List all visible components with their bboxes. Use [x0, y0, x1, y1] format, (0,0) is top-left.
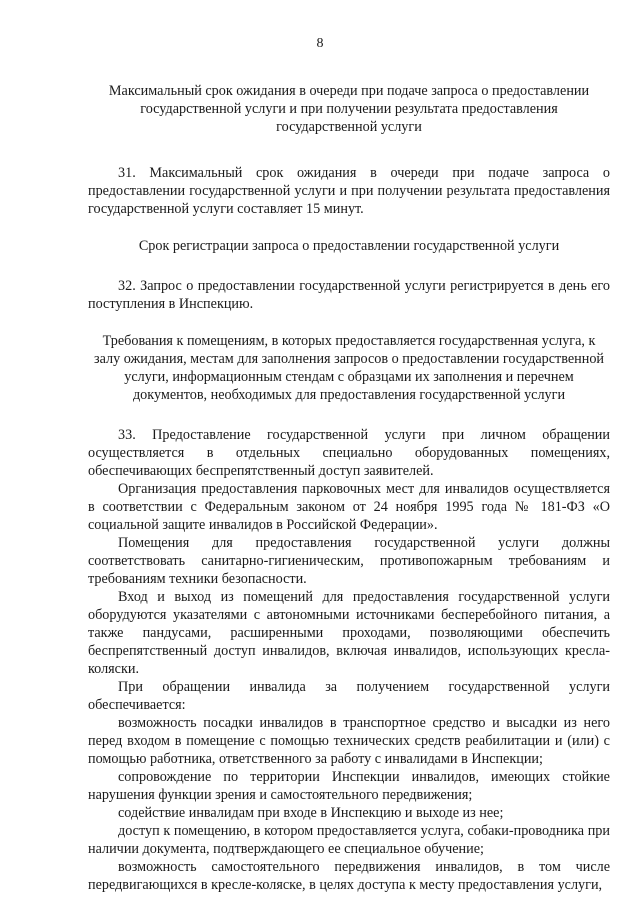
document-body	[88, 82, 610, 894]
list-item-escort: сопровождение по территории Инспекции инвалидов, имеющих стойкие нарушения функции зрения и самостоятельного передвижения;	[88, 769, 610, 803]
paragraph-31: 31. Максимальный срок ожидания в очереди при подаче запроса о предоставлении государственной услуги и при получении результата предоставления государственной услуги составляет 15 минут.	[88, 165, 610, 217]
list-item-assistance: содействие инвалидам при входе в Инспекцию и выходе из нее;	[118, 805, 504, 821]
paragraph-premises-requirements: Помещения для предоставления государственной услуги должны соответствовать санитарно-гигиеническим, противопожарным требованиям и требованиям техники безопасности.	[88, 535, 610, 587]
section-heading-premises: Требования к помещениям, в которых предоставляется государственная услуга, к залу ожидания, местам для заполнения запросов о предоставлении государственной услуги, информационным стендам с образцами их заполнения и перечнем документов, необходимых для предоставления государственной услуги	[93, 333, 604, 403]
list-item-guide-dog: доступ к помещению, в котором предоставляется услуга, собаки-проводника при наличии документа, подтверждающего ее специальное обучение;	[88, 823, 610, 857]
paragraph-parking: Организация предоставления парковочных мест для инвалидов осуществляется в соответствии с Федеральным законом от 24 ноября 1995 года № 181-ФЗ «О социальной защите инвалидов в Российской Федерации».	[88, 481, 610, 533]
list-item-mobility: возможность самостоятельного передвижения инвалидов, в том числе передвигающихся в кресле-коляске, в целях доступа к месту предоставления услуги,	[88, 859, 610, 893]
page-number: 8	[316, 36, 324, 51]
section-heading-registration: Срок регистрации запроса о предоставлении государственной услуги	[138, 238, 560, 254]
paragraph-disabled-intro: При обращении инвалида за получением государственной услуги обеспечивается:	[88, 679, 610, 713]
paragraph-33: 33. Предоставление государственной услуги при личном обращении осуществляется в отдельных специально оборудованных помещениях, обеспечивающих беспрепятственный доступ заявителей.	[88, 427, 610, 479]
list-item-boarding: возможность посадки инвалидов в транспортное средство и высадки из него перед входом в помещение с помощью технических средств реабилитации и (или) с помощью работника, ответственного за работу с инвалидами в Инспекции;	[88, 715, 610, 767]
paragraph-entrance-exit: Вход и выход из помещений для предоставления государственной услуги оборудуются указателями с автономными источниками бесперебойного питания, а также пандусами, расширенными проходами, позволяющими обеспечить беспрепятственный доступ инвалидов, включая инвалидов, использующих кресла-коляски.	[88, 589, 610, 677]
section-heading-queue-time: Максимальный срок ожидания в очереди при подаче запроса о предоставлении государственной услуги и при получении результата предоставления государственной услуги	[108, 83, 590, 135]
paragraph-32: 32. Запрос о предоставлении государственной услуги регистрируется в день его поступления в Инспекцию.	[88, 278, 610, 312]
